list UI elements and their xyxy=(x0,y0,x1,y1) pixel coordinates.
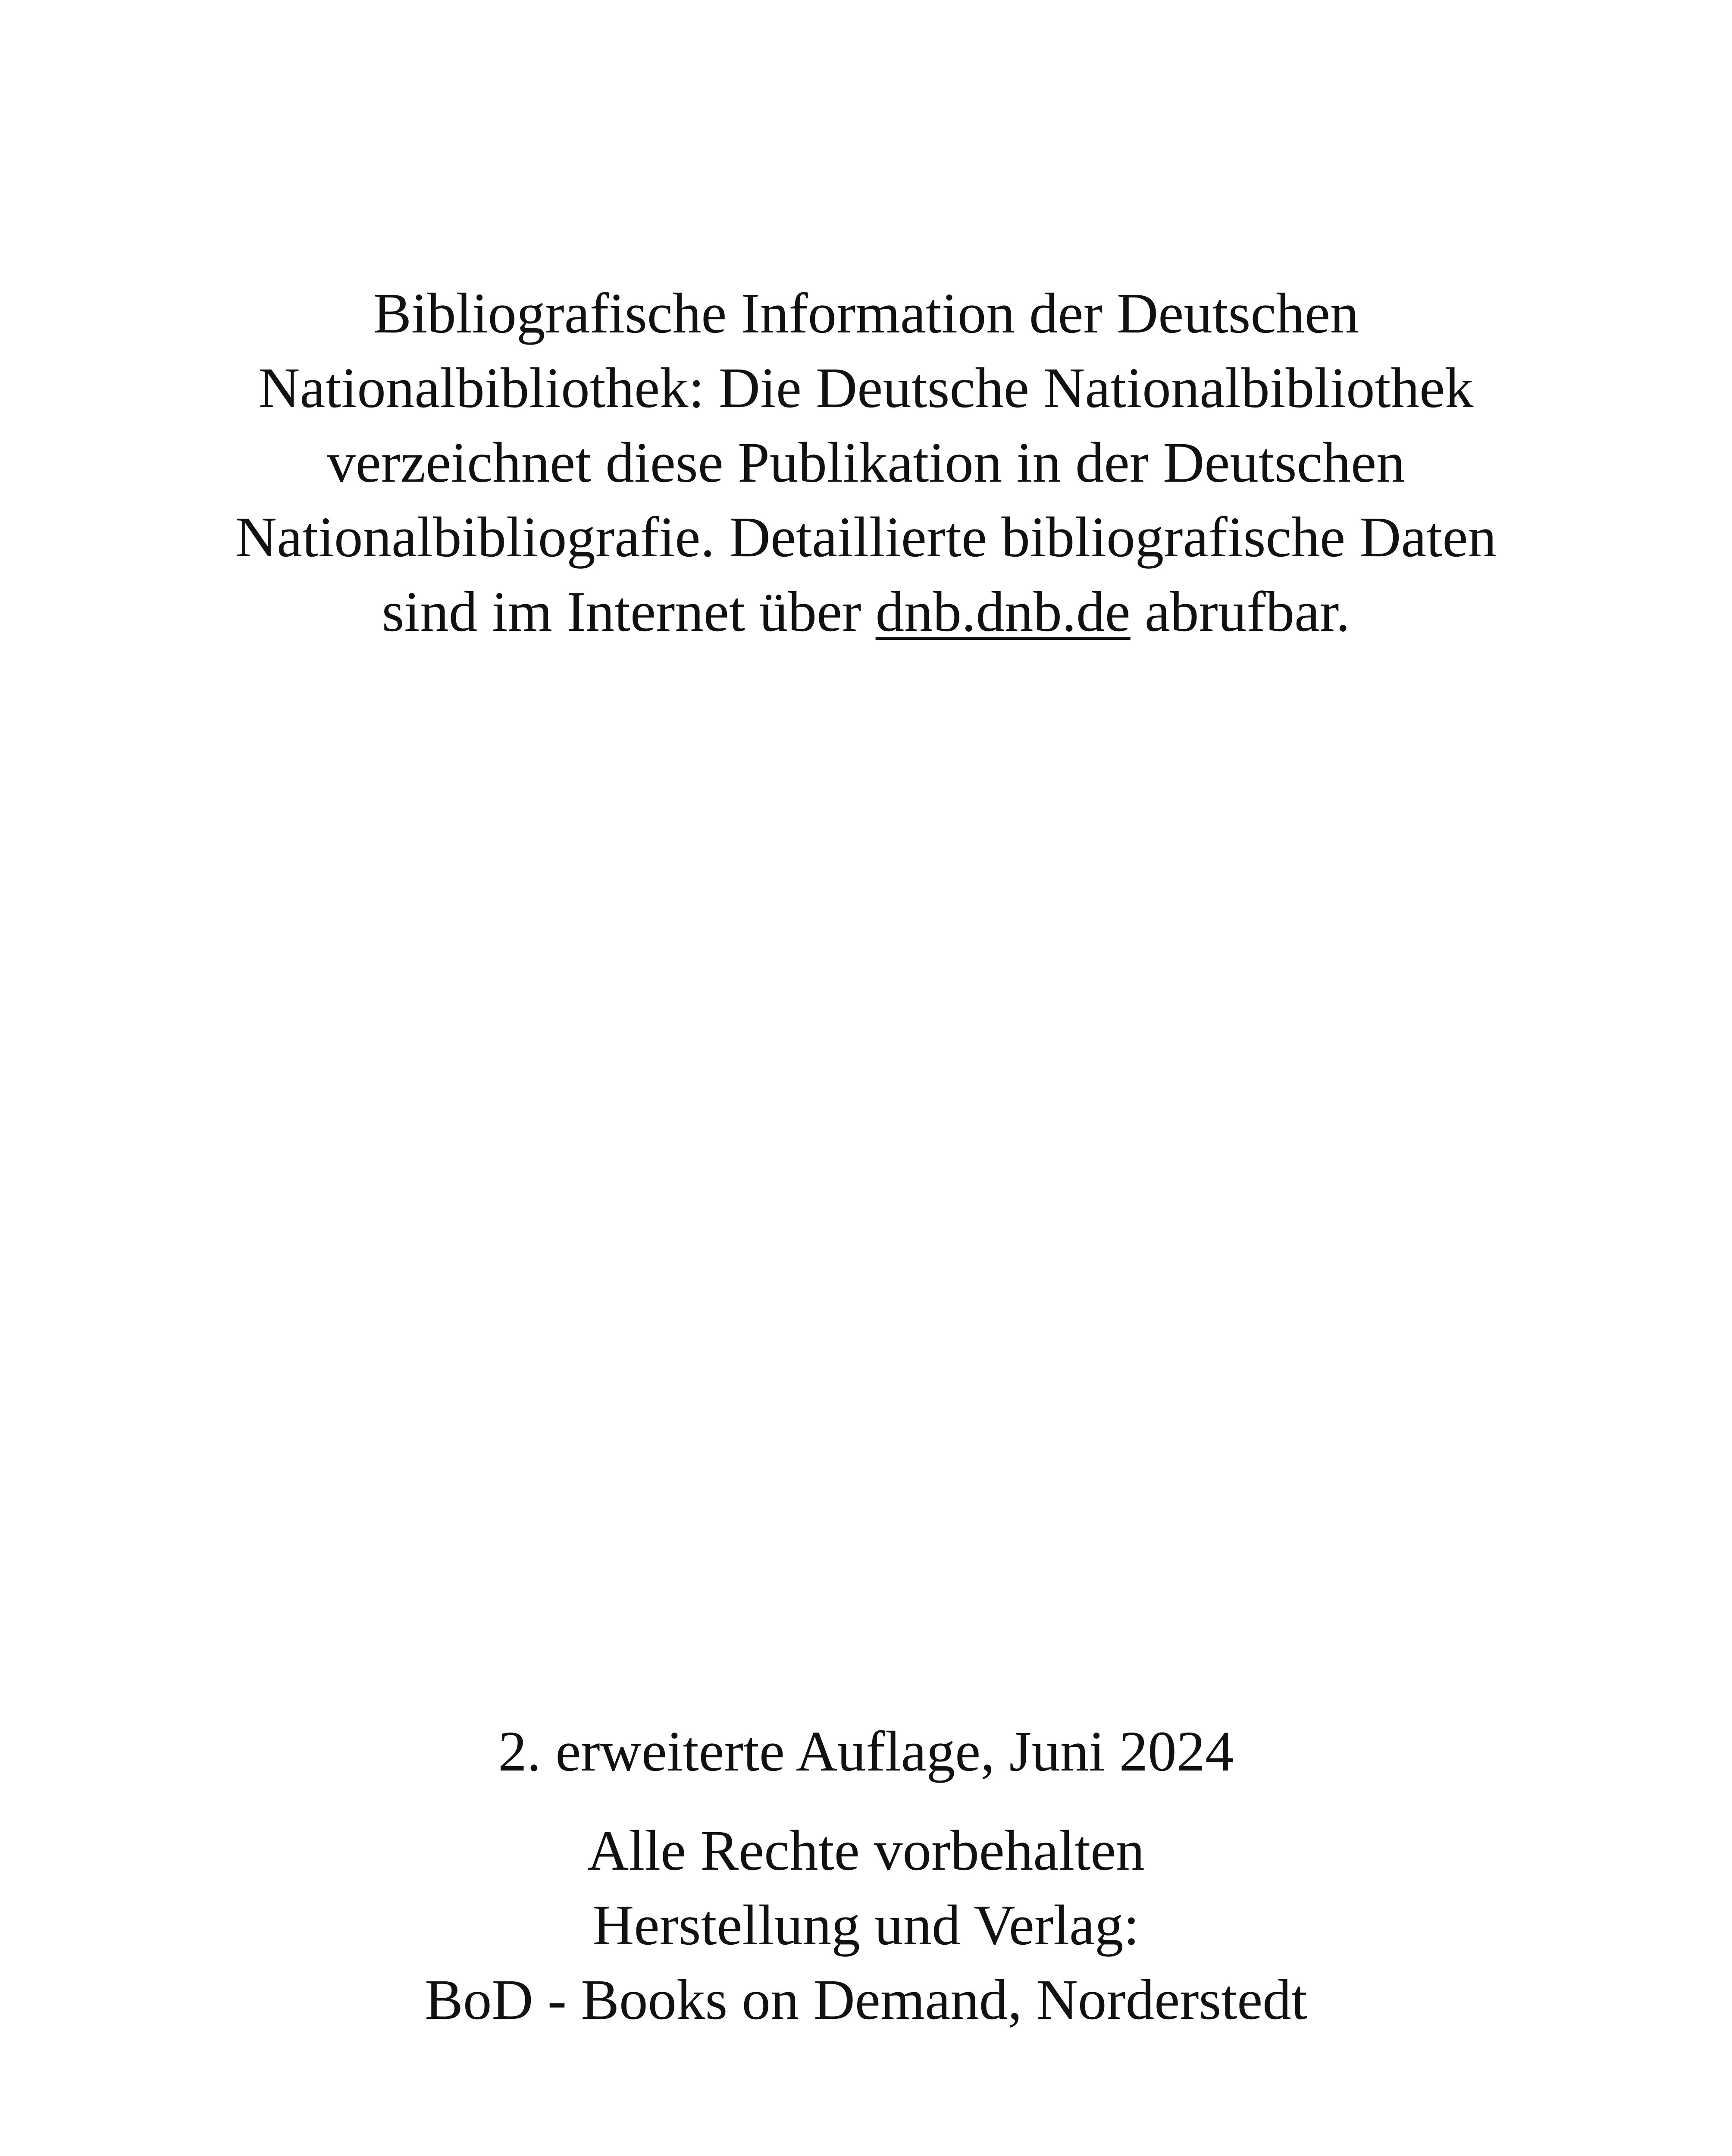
notice-line-5-before: sind im Internet über xyxy=(382,580,876,643)
all-rights-reserved: Alle Rechte vorbehalten xyxy=(587,1818,1145,1882)
notice-line-5-after: abrufbar. xyxy=(1130,580,1350,643)
edition-statement xyxy=(0,1714,1732,1789)
notice-line-4: Nationalbibliografie. Detaillierte bibliografische Daten xyxy=(235,505,1497,569)
notice-line-5 xyxy=(0,574,1732,649)
production-label: Herstellung und Verlag: xyxy=(592,1893,1140,1957)
dnb-link[interactable]: dnb.dnb.de xyxy=(875,580,1131,643)
notice-line-3: verzeichnet diese Publikation in der Deutschen xyxy=(327,430,1405,494)
bibliographic-notice xyxy=(0,276,1732,649)
rights-and-publisher xyxy=(0,1813,1732,2037)
notice-line-2: Nationalbibliothek: Die Deutsche Nationalbibliothek xyxy=(258,356,1474,420)
notice-line-1: Bibliografische Information der Deutschen xyxy=(373,281,1359,345)
publisher-name: BoD - Books on Demand, Norderstedt xyxy=(425,1968,1307,2031)
edition-text: 2. erweiterte Auflage, Juni 2024 xyxy=(498,1719,1234,1783)
